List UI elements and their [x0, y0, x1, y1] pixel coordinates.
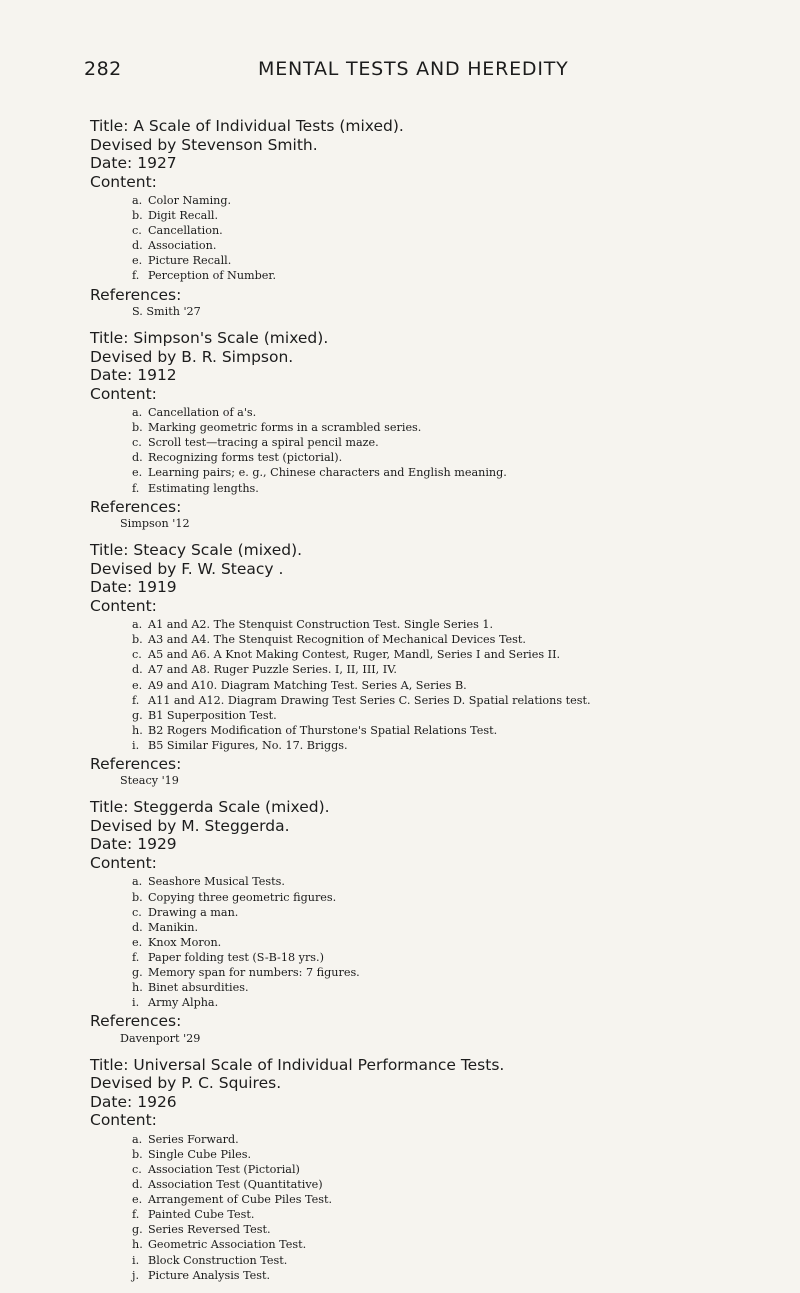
content-item-letter: d. — [132, 451, 143, 465]
content-item — [132, 238, 780, 253]
content-item-letter: e. — [132, 466, 143, 480]
content-item-letter: i. — [132, 996, 140, 1010]
content-item-letter: g. — [132, 708, 143, 722]
entry-date-value: 1919 — [137, 578, 177, 597]
content-item-letter: d. — [132, 1178, 143, 1192]
page-number: 282 — [84, 58, 122, 80]
content-item-text: Picture Recall. — [148, 254, 232, 268]
entry-references-heading — [90, 498, 780, 517]
content-item-text: Seashore Musical Tests. — [148, 875, 285, 889]
content-item-text: Geometric Association Test. — [148, 1238, 307, 1252]
content-item-text: Series Reversed Test. — [148, 1223, 271, 1237]
content-item-letter: i. — [132, 1253, 140, 1267]
content-item — [132, 965, 780, 980]
content-item-letter: d. — [132, 663, 143, 677]
content-item-letter: d. — [132, 239, 143, 253]
content-item-letter: h. — [132, 1238, 143, 1252]
content-item — [132, 678, 780, 693]
content-item-text: Single Cube Piles. — [148, 1147, 252, 1161]
entry-title — [90, 117, 780, 136]
content-list — [132, 1132, 780, 1283]
content-item-letter: i. — [132, 738, 140, 752]
entry-date-value: 1927 — [137, 154, 177, 172]
entry-title-label: Title: — [90, 329, 129, 348]
entry-date — [90, 366, 780, 385]
entry-reference: Davenport '29 — [120, 1031, 201, 1045]
entry-title-value: Steggerda Scale (mixed). — [133, 798, 330, 817]
content-item-text: Marking geometric forms in a scrambled series. — [148, 421, 422, 435]
entry-references-heading-label: References: — [90, 497, 182, 516]
content-item-text: A5 and A6. A Knot Making Contest, Ruger, Mandl, Series I and Series II. — [148, 648, 561, 662]
entry-references-heading — [90, 286, 780, 305]
entry-reference: Steacy '19 — [120, 774, 179, 788]
entry-title — [90, 329, 780, 348]
content-item — [132, 193, 780, 208]
entry-title-value: Universal Scale of Individual Performance Tests. — [133, 1055, 505, 1074]
content-item-text: Association Test (Quantitative) — [148, 1178, 323, 1192]
content-item — [132, 405, 780, 420]
content-item-text: Recognizing forms test (pictorial). — [148, 451, 343, 465]
content-item-letter: b. — [132, 209, 143, 223]
entry-devised-by — [90, 136, 780, 155]
scale-entry — [90, 117, 780, 319]
entry-date-value: 1926 — [137, 1092, 177, 1111]
content-item — [132, 1207, 780, 1222]
entry-devised-by-label: Devised by — [90, 816, 177, 835]
entry-references-heading-label: References: — [90, 285, 182, 304]
entry-title — [90, 798, 780, 817]
entry-date — [90, 835, 780, 854]
content-item-text: Memory span for numbers: 7 figures. — [148, 966, 360, 980]
scale-entry — [90, 1056, 780, 1283]
content-item — [132, 980, 780, 995]
content-item — [132, 465, 780, 480]
content-item-text: B1 Superposition Test. — [148, 708, 277, 722]
entry-devised-by — [90, 817, 780, 836]
scale-entry — [90, 329, 780, 531]
entry-reference: Simpson '12 — [120, 517, 190, 531]
entry-title-value: A Scale of Individual Tests (mixed). — [133, 117, 404, 135]
content-item — [132, 435, 780, 450]
content-item — [132, 208, 780, 223]
content-item — [132, 890, 780, 905]
content-item — [132, 662, 780, 677]
content-item-letter: h. — [132, 723, 143, 737]
content-item — [132, 874, 780, 889]
entry-devised-by-label: Devised by — [90, 135, 177, 154]
entry-title-value: Simpson's Scale (mixed). — [133, 329, 329, 348]
entry-content-heading-label: Content: — [90, 384, 157, 403]
entry-title-label: Title: — [90, 798, 129, 817]
content-item-letter: f. — [132, 269, 140, 283]
content-item — [132, 1162, 780, 1177]
content-item — [132, 1192, 780, 1207]
entry-references-heading — [90, 755, 780, 774]
entry-content-heading — [90, 597, 780, 616]
content-item-text: A7 and A8. Ruger Puzzle Series. I, II, III, IV. — [148, 663, 397, 677]
entry-content-heading-label: Content: — [90, 172, 157, 191]
content-item-letter: b. — [132, 1147, 143, 1161]
entry-date-value: 1929 — [137, 835, 177, 854]
entry-devised-by-value: F. W. Steacy . — [181, 559, 284, 578]
scale-entry — [90, 541, 780, 788]
entry-title-label: Title: — [90, 1055, 129, 1074]
content-item — [132, 420, 780, 435]
content-item — [132, 268, 780, 283]
content-item-text: Series Forward. — [148, 1132, 239, 1146]
content-item-text: Digit Recall. — [148, 209, 219, 223]
content-item-text: Cancellation of a's. — [148, 406, 257, 420]
entry-devised-by-label: Devised by — [90, 347, 177, 366]
content-item-text: Binet absurdities. — [148, 981, 249, 995]
entry-title-value: Steacy Scale (mixed). — [133, 541, 303, 560]
content-item-text: A9 and A10. Diagram Matching Test. Series A, Series B. — [148, 678, 467, 692]
entry-date-label: Date: — [90, 366, 133, 385]
content-item-text: Paper folding test (S-B-18 yrs.) — [148, 950, 324, 964]
content-item-text: Association Test (Pictorial) — [148, 1163, 300, 1176]
content-item-text: A11 and A12. Diagram Drawing Test Series C. Series D. Spatial relations test. — [148, 693, 591, 707]
content-item-letter: c. — [132, 648, 142, 662]
entry-content-heading-label: Content: — [90, 1111, 157, 1130]
content-item-letter: h. — [132, 981, 143, 995]
content-item — [132, 1237, 780, 1252]
content-item — [132, 935, 780, 950]
content-item — [132, 950, 780, 965]
content-item — [132, 647, 780, 662]
entry-date — [90, 578, 780, 597]
content-item-text: Arrangement of Cube Piles Test. — [148, 1193, 333, 1207]
content-item-letter: g. — [132, 966, 143, 980]
content-item-letter: e. — [132, 678, 143, 692]
content-item — [132, 1268, 780, 1283]
content-item-letter: f. — [132, 693, 140, 707]
content-item-text: Painted Cube Test. — [148, 1208, 255, 1222]
content-item-letter: a. — [132, 406, 143, 420]
content-item-letter: b. — [132, 421, 143, 435]
content-item — [132, 920, 780, 935]
content-item-text: Copying three geometric figures. — [148, 890, 337, 904]
content-list — [132, 617, 780, 753]
content-item-text: Association. — [148, 239, 217, 253]
content-item — [132, 995, 780, 1010]
entry-reference: S. Smith '27 — [132, 305, 201, 319]
content-item-letter: c. — [132, 436, 142, 450]
content-list — [132, 193, 780, 284]
content-item-text: A3 and A4. The Stenquist Recognition of Mechanical Devices Test. — [148, 633, 526, 647]
content-item-text: Picture Analysis Test. — [148, 1268, 271, 1282]
entry-date-label: Date: — [90, 154, 133, 172]
content-item-letter: g. — [132, 1223, 143, 1237]
entry-devised-by — [90, 348, 780, 367]
scale-entries — [90, 117, 780, 1293]
running-head: MENTAL TESTS AND HEREDITY — [258, 58, 569, 80]
scale-entry — [90, 798, 780, 1045]
content-list — [132, 405, 780, 496]
entry-title — [90, 541, 780, 560]
content-item — [132, 253, 780, 268]
entry-devised-by — [90, 560, 780, 579]
content-item — [132, 632, 780, 647]
content-item-letter: d. — [132, 920, 143, 934]
entry-devised-by-value: M. Steggerda. — [181, 816, 290, 835]
content-item-text: Army Alpha. — [148, 996, 219, 1010]
content-item-text: B2 Rogers Modification of Thurstone's Spatial Relations Test. — [148, 723, 498, 737]
content-item-text: Perception of Number. — [148, 269, 277, 283]
content-item-text: Drawing a man. — [148, 905, 239, 919]
content-item-letter: f. — [132, 1208, 140, 1222]
entry-content-heading-label: Content: — [90, 596, 157, 615]
entry-devised-by-label: Devised by — [90, 559, 177, 578]
content-item — [132, 450, 780, 465]
content-item-text: A1 and A2. The Stenquist Construction Test. Single Series 1. — [148, 618, 494, 632]
entry-date-label: Date: — [90, 1092, 133, 1111]
entry-references-heading-label: References: — [90, 754, 182, 773]
content-item-letter: f. — [132, 950, 140, 964]
content-item-letter: j. — [132, 1268, 140, 1282]
content-item — [132, 617, 780, 632]
entry-title-label: Title: — [90, 541, 129, 560]
content-item-text: B5 Similar Figures, No. 17. Briggs. — [148, 738, 348, 752]
content-item — [132, 723, 780, 738]
content-item-letter: c. — [132, 905, 142, 919]
content-item-text: Knox Moron. — [148, 935, 222, 949]
content-item — [132, 481, 780, 496]
content-item-letter: e. — [132, 1193, 143, 1207]
content-item — [132, 223, 780, 238]
content-item — [132, 1177, 780, 1192]
content-item — [132, 905, 780, 920]
entry-date-label: Date: — [90, 835, 133, 854]
content-item — [132, 1147, 780, 1162]
entry-date — [90, 1093, 780, 1112]
entry-devised-by-value: P. C. Squires. — [181, 1074, 282, 1093]
entry-content-heading — [90, 854, 780, 873]
entry-title — [90, 1056, 780, 1075]
entry-date — [90, 154, 780, 173]
content-item-text: Learning pairs; e. g., Chinese characters and English meaning. — [148, 466, 507, 480]
content-item-text: Cancellation. — [148, 224, 223, 238]
entry-content-heading — [90, 173, 780, 192]
content-item-letter: a. — [132, 194, 143, 207]
entry-date-label: Date: — [90, 578, 133, 597]
entry-references-heading-label: References: — [90, 1012, 182, 1031]
content-item-letter: b. — [132, 890, 143, 904]
entry-content-heading — [90, 385, 780, 404]
entry-title-label: Title: — [90, 117, 129, 135]
content-item — [132, 1132, 780, 1147]
content-item-letter: a. — [132, 618, 143, 632]
content-item — [132, 708, 780, 723]
content-item-text: Color Naming. — [148, 194, 232, 207]
entry-date-value: 1912 — [137, 366, 177, 385]
content-item-text: Manikin. — [148, 920, 199, 934]
content-item-letter: a. — [132, 1132, 143, 1146]
entry-references-heading — [90, 1012, 780, 1031]
entry-devised-by — [90, 1074, 780, 1093]
content-item-text: Block Construction Test. — [148, 1253, 288, 1267]
entry-content-heading — [90, 1111, 780, 1130]
content-item-letter: c. — [132, 224, 142, 238]
content-item — [132, 738, 780, 753]
entry-content-heading-label: Content: — [90, 853, 157, 872]
content-item-text: Estimating lengths. — [148, 481, 259, 495]
content-item-text: Scroll test—tracing a spiral pencil maze. — [148, 436, 379, 450]
content-item-letter: e. — [132, 254, 143, 268]
content-list — [132, 874, 780, 1010]
content-item-letter: c. — [132, 1163, 142, 1176]
content-item — [132, 1253, 780, 1268]
entry-devised-by-value: Stevenson Smith. — [181, 135, 318, 154]
content-item-letter: a. — [132, 875, 143, 889]
content-item — [132, 693, 780, 708]
content-item-letter: b. — [132, 633, 143, 647]
content-item-letter: e. — [132, 935, 143, 949]
entry-devised-by-label: Devised by — [90, 1074, 177, 1093]
content-item-letter: f. — [132, 481, 140, 495]
entry-devised-by-value: B. R. Simpson. — [181, 347, 294, 366]
